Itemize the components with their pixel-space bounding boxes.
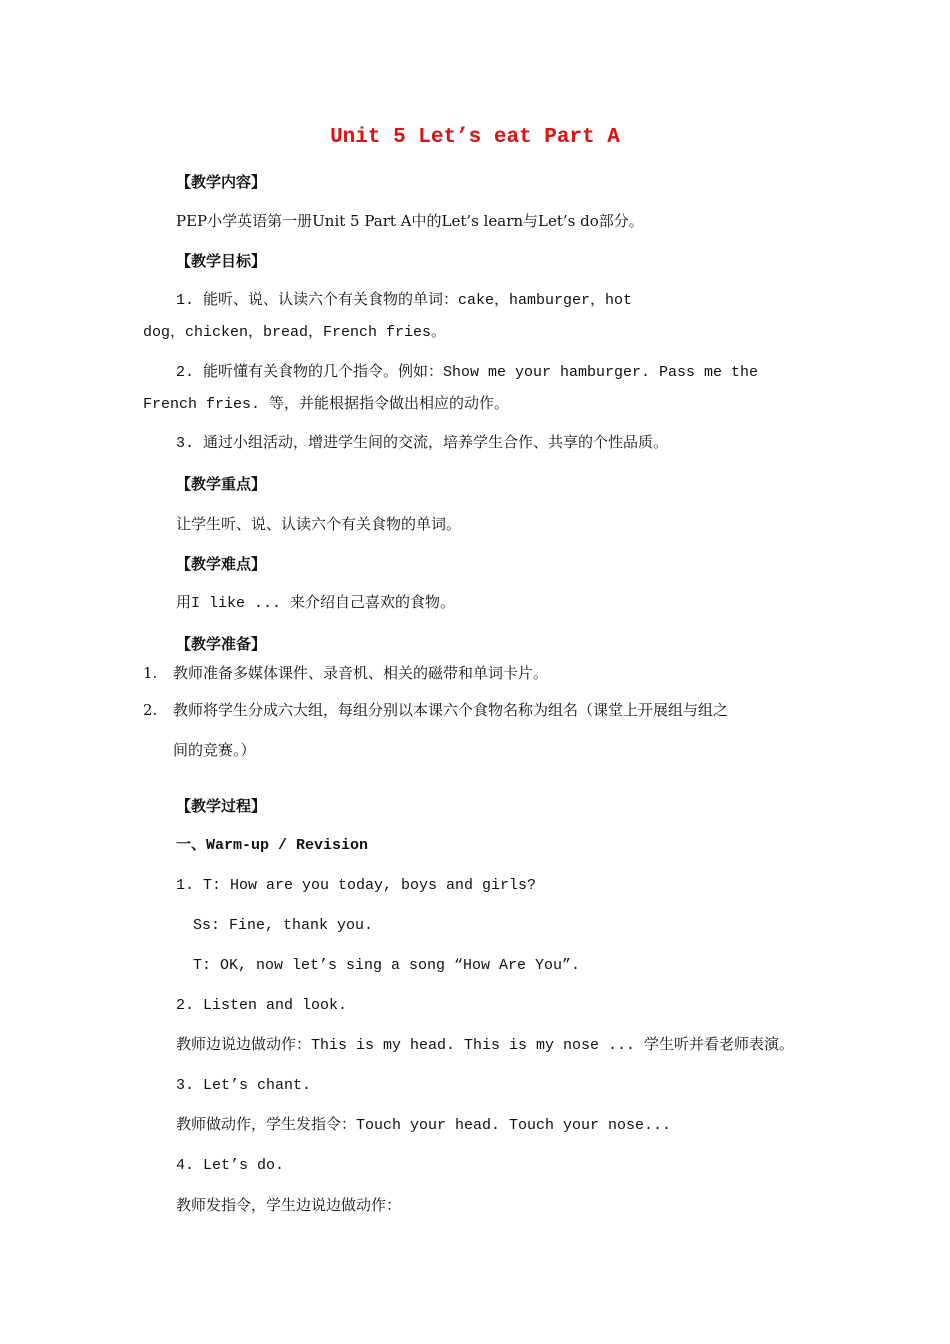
process-line-6: 3. Let’s chant. bbox=[176, 1077, 312, 1094]
key-points-heading: 【教学重点】 bbox=[176, 475, 267, 493]
content-heading: 【教学内容】 bbox=[176, 173, 267, 191]
process-line-9: 教师发指令，学生边说边做动作： bbox=[176, 1196, 402, 1214]
document-title: Unit 5 Let’s eat Part A bbox=[330, 126, 620, 149]
process-line-1: 1. T: How are you today, boys and girls? bbox=[176, 877, 537, 894]
preparation-item-1-text: 教师准备多媒体课件、录音机、相关的磁带和单词卡片。 bbox=[173, 664, 549, 682]
process-section-1: 一、Warm-up / Revision bbox=[176, 837, 369, 854]
preparation-heading: 【教学准备】 bbox=[176, 635, 267, 653]
objective-1-line-2: dog，chicken，bread，French fries。 bbox=[143, 324, 447, 341]
objective-2-line-2: French fries. 等，并能根据指令做出相应的动作。 bbox=[143, 396, 510, 413]
difficulties-text: 用I like ... 来介绍自己喜欢的食物。 bbox=[176, 595, 456, 612]
preparation-item-2-text: 教师将学生分成六大组，每组分别以本课六个食物名称为组名（课堂上开展组与组之 bbox=[173, 701, 729, 719]
process-heading: 【教学过程】 bbox=[176, 797, 267, 815]
process-line-3: T: OK, now let’s sing a song “How Are You”. bbox=[193, 957, 581, 974]
process-line-8: 4. Let’s do. bbox=[176, 1157, 285, 1174]
process-line-7: 教师做动作，学生发指令：Touch your head. Touch your nose... bbox=[176, 1117, 672, 1134]
objectives-heading: 【教学目标】 bbox=[176, 252, 267, 270]
content-text: PEP小学英语第一册Unit 5 Part A中的Let’s learn与Let’s do部分。 bbox=[176, 212, 644, 230]
difficulties-heading: 【教学难点】 bbox=[176, 555, 267, 573]
preparation-item-2-text-cont: 间的竞赛。） bbox=[173, 741, 256, 759]
process-line-2: Ss: Fine, thank you. bbox=[193, 917, 374, 934]
objective-1-line-1: 1. 能听、说、认读六个有关食物的单词：cake，hamburger，hot bbox=[176, 292, 633, 309]
key-points-text: 让学生听、说、认读六个有关食物的单词。 bbox=[176, 515, 462, 533]
objective-3: 3. 通过小组活动，增进学生间的交流，培养学生合作、共享的个性品质。 bbox=[176, 435, 669, 452]
process-line-4: 2. Listen and look. bbox=[176, 997, 348, 1014]
objective-2-line-1: 2. 能听懂有关食物的几个指令。例如：Show me your hamburger. Pass me the bbox=[176, 364, 759, 381]
preparation-item-2-number: 2. bbox=[143, 701, 158, 719]
preparation-item-1-number: 1. bbox=[143, 664, 158, 682]
process-line-5: 教师边说边做动作：This is my head. This is my nose ... 学生听并看老师表演。 bbox=[176, 1037, 795, 1054]
